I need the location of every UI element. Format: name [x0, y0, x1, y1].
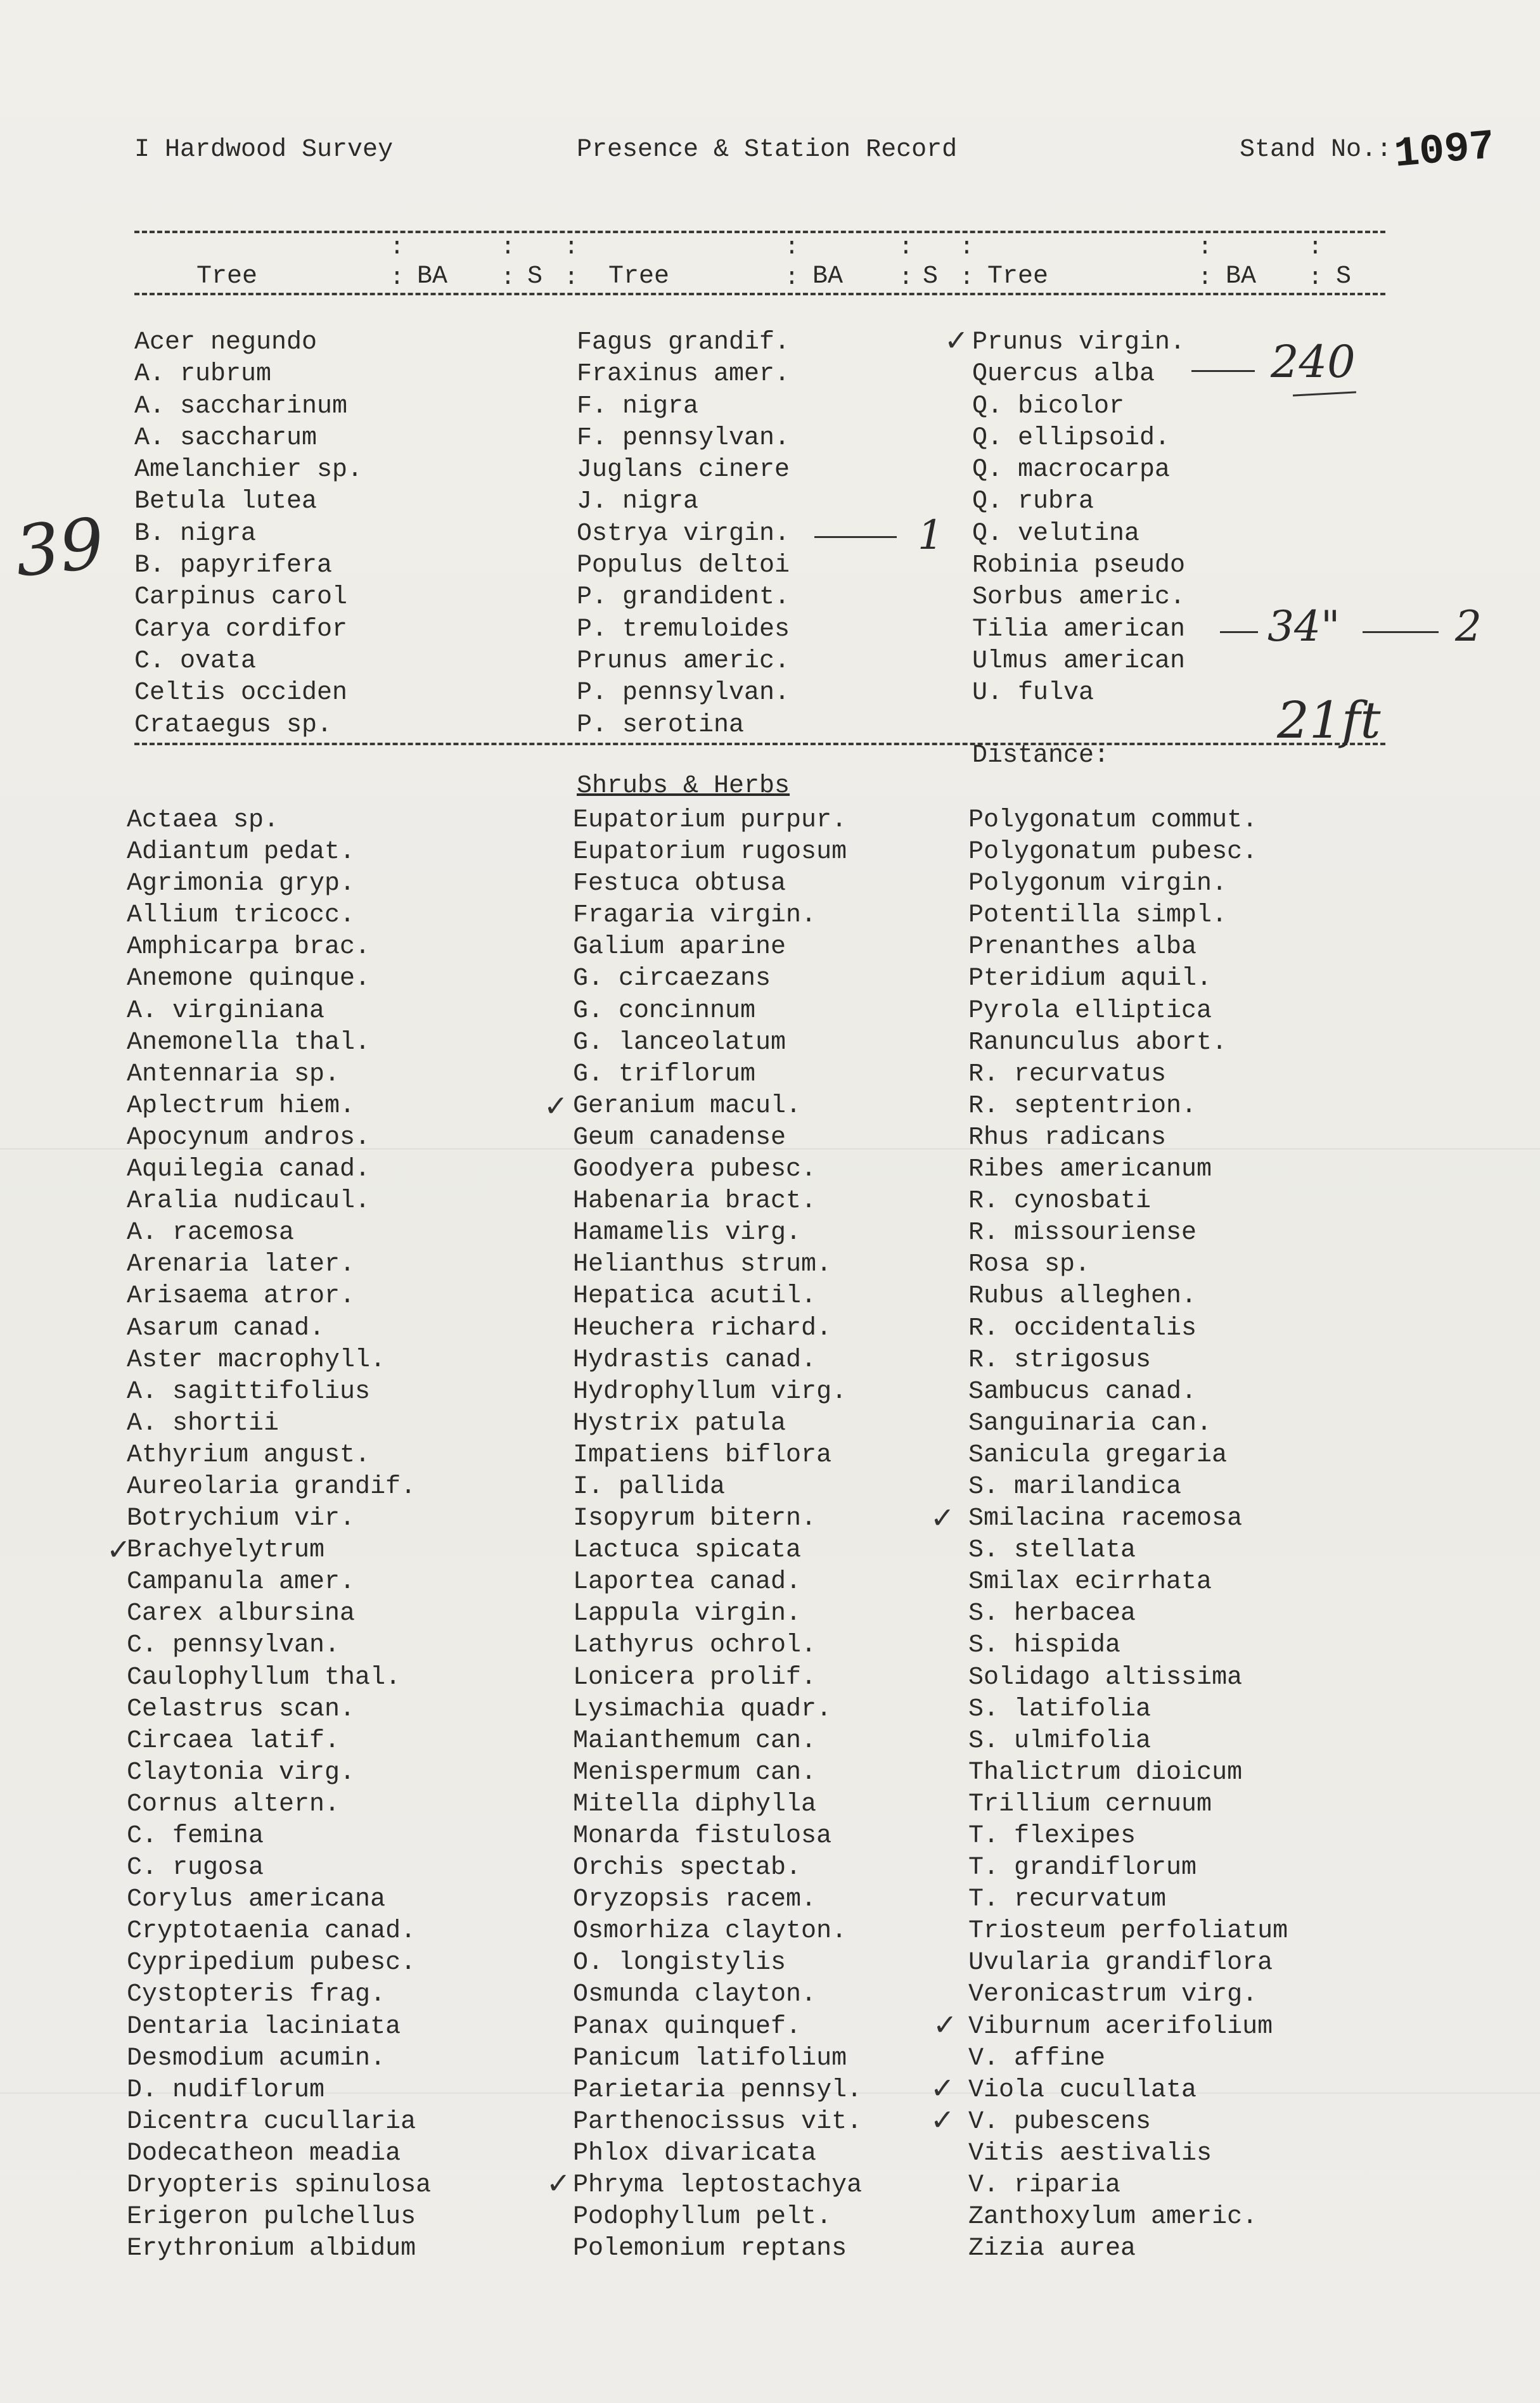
handwritten-distance: 21ft	[1277, 691, 1381, 750]
column-separator: :	[1308, 264, 1323, 292]
column-header-ba-2: BA	[812, 262, 844, 291]
herb-species: Goodyera pubesc.	[573, 1155, 817, 1184]
herb-species: Athyrium angust.	[127, 1440, 371, 1470]
herb-species: Lappula virgin.	[573, 1599, 802, 1629]
handwritten-quercus-value: 240	[1271, 336, 1356, 388]
herb-species: Viola cucullata	[968, 2075, 1197, 2105]
herb-species: R. recurvatus	[968, 1060, 1167, 1089]
herb-species: Veronicastrum virg.	[968, 1980, 1258, 2009]
herb-species: Caulophyllum thal.	[127, 1663, 401, 1692]
herb-species: Adiantum pedat.	[127, 838, 356, 867]
herb-species: Solidago altissima	[968, 1663, 1243, 1692]
herb-species: G. circaezans	[573, 964, 771, 994]
herb-species: Panicum latifolium	[573, 2044, 847, 2073]
herb-species: S. ulmifolia	[968, 1726, 1152, 1755]
herb-species: V. affine	[968, 2044, 1106, 2073]
column-header-tree-2: Tree	[608, 262, 670, 291]
handwritten-dash	[1191, 370, 1255, 372]
herb-species: Phryma leptostachya	[573, 2171, 863, 2200]
herb-species: O. longistylis	[573, 1949, 786, 1978]
column-separator: :	[785, 234, 799, 261]
herb-species: Geranium macul.	[573, 1091, 802, 1120]
herb-species: Podophyllum pelt.	[573, 2203, 832, 2232]
column-separator: :	[1198, 234, 1212, 261]
herb-species: Cystopteris frag.	[127, 1980, 386, 2009]
column-separator: :	[1198, 264, 1212, 292]
tree-species: Crataegus sp.	[134, 710, 333, 740]
herb-species: Zanthoxylum americ.	[968, 2203, 1258, 2232]
check-mark-icon: ✓	[930, 1501, 955, 1535]
herb-list-column-1	[127, 805, 431, 2265]
tree-species: J. nigra	[577, 487, 699, 516]
herb-species: Menispermum can.	[573, 1758, 817, 1787]
check-mark-icon: ✓	[546, 2166, 571, 2200]
tree-species: Tilia american	[972, 615, 1186, 644]
column-separator: :	[390, 234, 404, 261]
handwritten-underline	[1293, 391, 1356, 396]
tree-species: Fagus grandif.	[577, 328, 790, 357]
herb-species: Ranunculus abort.	[968, 1028, 1228, 1057]
herb-species: Aquilegia canad.	[127, 1155, 371, 1184]
herb-species: A. sagittifolius	[127, 1377, 371, 1406]
tree-species: U. fulva	[972, 679, 1094, 708]
herb-species: Pyrola elliptica	[968, 996, 1212, 1025]
herb-species: Hepatica acutil.	[573, 1282, 817, 1311]
tree-species: Fraxinus amer.	[577, 360, 790, 389]
tree-species: Robinia pseudo	[972, 551, 1186, 580]
herb-species: Actaea sp.	[127, 806, 279, 835]
tree-species: P. pennsylvan.	[577, 679, 790, 708]
tree-species: P. serotina	[577, 710, 745, 740]
handwritten-tilia-dbh: 34"	[1267, 602, 1340, 651]
herb-species: Amphicarpa brac.	[127, 933, 371, 962]
tree-species: Celtis occiden	[134, 679, 348, 708]
shrubs-herbs-heading: Shrubs & Herbs	[577, 772, 790, 800]
herb-species: Campanula amer.	[127, 1568, 356, 1597]
tree-species: A. saccharum	[134, 423, 318, 452]
herb-species: Rubus alleghen.	[968, 1282, 1197, 1311]
herb-species: Polemonium reptans	[573, 2234, 847, 2264]
handwritten-ostrya-count: 1	[918, 512, 944, 559]
tree-species: B. papyrifera	[134, 551, 333, 580]
herb-species: Aplectrum hiem.	[127, 1091, 356, 1120]
tree-species: C. ovata	[134, 646, 257, 676]
column-separator: :	[564, 264, 579, 292]
herb-species: Parthenocissus vit.	[573, 2107, 863, 2136]
header-rule-bottom	[134, 293, 1385, 295]
herb-species: Osmorhiza clayton.	[573, 1917, 847, 1946]
herb-species: Polygonatum pubesc.	[968, 838, 1258, 867]
column-separator: :	[959, 234, 974, 261]
herb-species: Lonicera prolif.	[573, 1663, 817, 1692]
tree-species: Amelanchier sp.	[134, 456, 363, 485]
herb-species: Claytonia virg.	[127, 1758, 356, 1787]
herb-species: Sanicula gregaria	[968, 1440, 1228, 1470]
herb-species: Arenaria later.	[127, 1250, 356, 1279]
tree-species: Prunus americ.	[577, 646, 790, 676]
herb-species: Oryzopsis racem.	[573, 1885, 817, 1914]
column-header-s-3: S	[1336, 262, 1352, 291]
herb-species: Fragaria virgin.	[573, 901, 817, 930]
herb-species: Cornus altern.	[127, 1790, 340, 1819]
herb-species: Viburnum acerifolium	[968, 2012, 1273, 2041]
herb-species: Helianthus strum.	[573, 1250, 832, 1279]
herb-species: Apocynum andros.	[127, 1123, 371, 1152]
herb-species: Orchis spectab.	[573, 1854, 802, 1883]
survey-title: I Hardwood Survey	[134, 136, 394, 164]
tree-species: B. nigra	[134, 519, 257, 548]
tree-species: P. grandident.	[577, 583, 790, 612]
tree-species: Juglans cinere	[577, 456, 790, 485]
herb-species: R. strigosus	[968, 1345, 1152, 1375]
herb-species: V. riparia	[968, 2171, 1121, 2200]
herb-species: Allium tricocc.	[127, 901, 356, 930]
herb-species: Rhus radicans	[968, 1123, 1167, 1152]
herb-species: G. triflorum	[573, 1060, 756, 1089]
tree-species: P. tremuloides	[577, 615, 790, 644]
distance-label: Distance:	[972, 741, 1110, 770]
herb-list-column-2	[573, 805, 862, 2265]
check-mark-icon: ✓	[544, 1089, 568, 1123]
herb-species: Lactuca spicata	[573, 1536, 802, 1565]
stand-number-label: Stand No.:	[1240, 136, 1392, 164]
column-separator: :	[390, 264, 404, 292]
tree-species: Carpinus carol	[134, 583, 348, 612]
herb-species: Celastrus scan.	[127, 1695, 356, 1724]
tree-species: Populus deltoi	[577, 551, 790, 580]
herb-species: Carex albursina	[127, 1599, 356, 1629]
column-separator: :	[959, 264, 974, 292]
herb-species: Osmunda clayton.	[573, 1980, 817, 2009]
herb-species: Lathyrus ochrol.	[573, 1631, 817, 1660]
herb-species: Triosteum perfoliatum	[968, 1917, 1288, 1946]
record-title: Presence & Station Record	[577, 136, 958, 164]
herb-species: Laportea canad.	[573, 1568, 802, 1597]
herb-species: Cypripedium pubesc.	[127, 1949, 416, 1978]
herb-species: Rosa sp.	[968, 1250, 1091, 1279]
stand-number-stamp: 1097	[1392, 122, 1497, 179]
herb-species: C. rugosa	[127, 1854, 264, 1883]
handwritten-tilia-count: 2	[1455, 602, 1482, 651]
herb-species: Corylus americana	[127, 1885, 386, 1914]
herb-species: R. missouriense	[968, 1219, 1197, 1248]
herb-species: Polygonum virgin.	[968, 869, 1228, 899]
tree-species: Q. velutina	[972, 519, 1140, 548]
herb-species: Anemone quinque.	[127, 964, 371, 994]
herb-species: Zizia aurea	[968, 2234, 1136, 2264]
column-separator: :	[1308, 234, 1323, 261]
tree-species: Q. bicolor	[972, 392, 1125, 421]
check-mark-icon: ✓	[106, 1532, 131, 1567]
herb-species: Thalictrum dioicum	[968, 1758, 1243, 1787]
herb-species: Festuca obtusa	[573, 869, 786, 899]
herb-species: Circaea latif.	[127, 1726, 340, 1755]
herb-species: Parietaria pennsyl.	[573, 2075, 863, 2105]
header-rule-top	[134, 231, 1385, 233]
herb-species: Erythronium albidum	[127, 2234, 416, 2264]
tree-species: Quercus alba	[972, 360, 1155, 389]
herb-species: A. racemosa	[127, 1219, 295, 1248]
tree-species: Ostrya virgin.	[577, 519, 790, 548]
herb-species: Anemonella thal.	[127, 1028, 371, 1057]
herb-species: Asarum canad.	[127, 1314, 325, 1343]
herb-species: Dodecatheon meadia	[127, 2139, 401, 2168]
herb-species: T. recurvatum	[968, 1885, 1167, 1914]
column-header-s-1: S	[527, 262, 543, 291]
handwritten-dash	[1220, 631, 1258, 633]
herb-species: Arisaema atror.	[127, 1282, 356, 1311]
check-mark-icon: ✓	[930, 2071, 955, 2105]
herb-species: Dentaria laciniata	[127, 2012, 401, 2041]
tree-species: Acer negundo	[134, 328, 318, 357]
tree-species: Sorbus americ.	[972, 583, 1186, 612]
herb-species: Maianthemum can.	[573, 1726, 817, 1755]
tree-species: F. pennsylvan.	[577, 423, 790, 452]
herb-species: R. septentrion.	[968, 1091, 1197, 1120]
handwritten-margin-count: 39	[11, 503, 108, 593]
herb-species: Dicentra cucullaria	[127, 2107, 416, 2136]
herb-species: Botrychium vir.	[127, 1504, 356, 1534]
column-separator: :	[785, 264, 799, 292]
herb-species: G. lanceolatum	[573, 1028, 786, 1057]
tree-species: Prunus virgin.	[972, 328, 1186, 357]
herb-species: Hydrophyllum virg.	[573, 1377, 847, 1406]
herb-species: Vitis aestivalis	[968, 2139, 1212, 2168]
herb-species: D. nudiflorum	[127, 2075, 325, 2105]
herb-list-column-3	[968, 805, 1288, 2265]
tree-species: Q. rubra	[972, 487, 1094, 516]
herb-species: C. femina	[127, 1822, 264, 1850]
herb-species: Erigeron pulchellus	[127, 2203, 416, 2232]
herb-species: Smilacina racemosa	[968, 1504, 1243, 1534]
check-mark-icon: ✓	[944, 323, 969, 357]
check-mark-icon: ✓	[933, 2008, 958, 2042]
herb-species: Heuchera richard.	[573, 1314, 832, 1343]
herb-species: Eupatorium purpur.	[573, 806, 847, 835]
column-header-ba-3: BA	[1226, 262, 1257, 291]
herb-species: Potentilla simpl.	[968, 901, 1228, 930]
herb-species: Phlox divaricata	[573, 2139, 817, 2168]
herb-species: Trillium cernuum	[968, 1790, 1212, 1819]
column-separator: :	[899, 234, 913, 261]
herb-species: A. virginiana	[127, 996, 325, 1025]
herb-species: Antennaria sp.	[127, 1060, 340, 1089]
herb-species: S. stellata	[968, 1536, 1136, 1565]
herb-species: Impatiens biflora	[573, 1440, 832, 1470]
tree-species: Q. macrocarpa	[972, 456, 1171, 485]
herb-species: Ribes americanum	[968, 1155, 1212, 1184]
herb-species: Aralia nudicaul.	[127, 1187, 371, 1216]
tree-species: Betula lutea	[134, 487, 318, 516]
herb-species: Aster macrophyll.	[127, 1345, 386, 1375]
herb-species: Lysimachia quadr.	[573, 1695, 832, 1724]
column-header-tree-3: Tree	[987, 262, 1049, 291]
herb-species: Pteridium aquil.	[968, 964, 1212, 994]
herb-species: Agrimonia gryp.	[127, 869, 356, 899]
herb-species: C. pennsylvan.	[127, 1631, 340, 1660]
herb-species: Panax quinquef.	[573, 2012, 802, 2041]
herb-species: S. marilandica	[968, 1472, 1182, 1501]
herb-species: Hydrastis canad.	[573, 1345, 817, 1375]
tree-species: Q. ellipsoid.	[972, 423, 1171, 452]
tree-list-column-2	[577, 327, 790, 741]
herb-species: Mitella diphylla	[573, 1790, 817, 1819]
check-mark-icon: ✓	[930, 2103, 955, 2137]
handwritten-dash	[1363, 631, 1439, 633]
tree-species: F. nigra	[577, 392, 699, 421]
tree-section-rule	[134, 743, 1385, 745]
herb-species: Monarda fistulosa	[573, 1822, 832, 1850]
herb-species: Hamamelis virg.	[573, 1219, 802, 1248]
tree-species: A. saccharinum	[134, 392, 348, 421]
column-separator: :	[564, 234, 579, 261]
herb-species: Hystrix patula	[573, 1409, 786, 1438]
herb-species: Isopyrum bitern.	[573, 1504, 817, 1534]
column-separator: :	[501, 234, 515, 261]
tree-species: Ulmus american	[972, 646, 1186, 676]
herb-species: G. concinnum	[573, 996, 756, 1025]
herb-species: Eupatorium rugosum	[573, 838, 847, 867]
tree-species: Carya cordifor	[134, 615, 348, 644]
herb-species: Prenanthes alba	[968, 933, 1197, 962]
column-header-s-2: S	[923, 262, 939, 291]
column-separator: :	[501, 264, 515, 292]
herb-species: Aureolaria grandif.	[127, 1472, 416, 1501]
herb-species: Galium aparine	[573, 933, 786, 962]
herb-species: Cryptotaenia canad.	[127, 1917, 416, 1946]
tree-species: A. rubrum	[134, 360, 272, 389]
tree-list-column-1	[134, 327, 363, 741]
herb-species: T. grandiflorum	[968, 1854, 1197, 1883]
herb-species: A. shortii	[127, 1409, 279, 1438]
herb-species: S. herbacea	[968, 1599, 1136, 1629]
tree-list-column-3	[972, 327, 1185, 710]
column-header-tree-1: Tree	[196, 262, 258, 291]
herb-species: S. hispida	[968, 1631, 1121, 1660]
handwritten-dash	[814, 536, 897, 538]
herb-species: Polygonatum commut.	[968, 806, 1258, 835]
herb-species: Brachyelytrum	[127, 1536, 325, 1565]
herb-species: Habenaria bract.	[573, 1187, 817, 1216]
column-separator: :	[899, 264, 913, 292]
herb-species: S. latifolia	[968, 1695, 1152, 1724]
herb-species: Dryopteris spinulosa	[127, 2171, 432, 2200]
herb-species: Geum canadense	[573, 1123, 786, 1152]
herb-species: I. pallida	[573, 1472, 726, 1501]
herb-species: V. pubescens	[968, 2107, 1152, 2136]
herb-species: Uvularia grandiflora	[968, 1949, 1273, 1978]
column-header-ba-1: BA	[417, 262, 448, 291]
herb-species: R. occidentalis	[968, 1314, 1197, 1343]
herb-species: Sanguinaria can.	[968, 1409, 1212, 1438]
herb-species: R. cynosbati	[968, 1187, 1152, 1216]
herb-species: Desmodium acumin.	[127, 2044, 386, 2073]
herb-species: Smilax ecirrhata	[968, 1568, 1212, 1597]
herb-species: Sambucus canad.	[968, 1377, 1197, 1406]
herb-species: T. flexipes	[968, 1822, 1136, 1850]
